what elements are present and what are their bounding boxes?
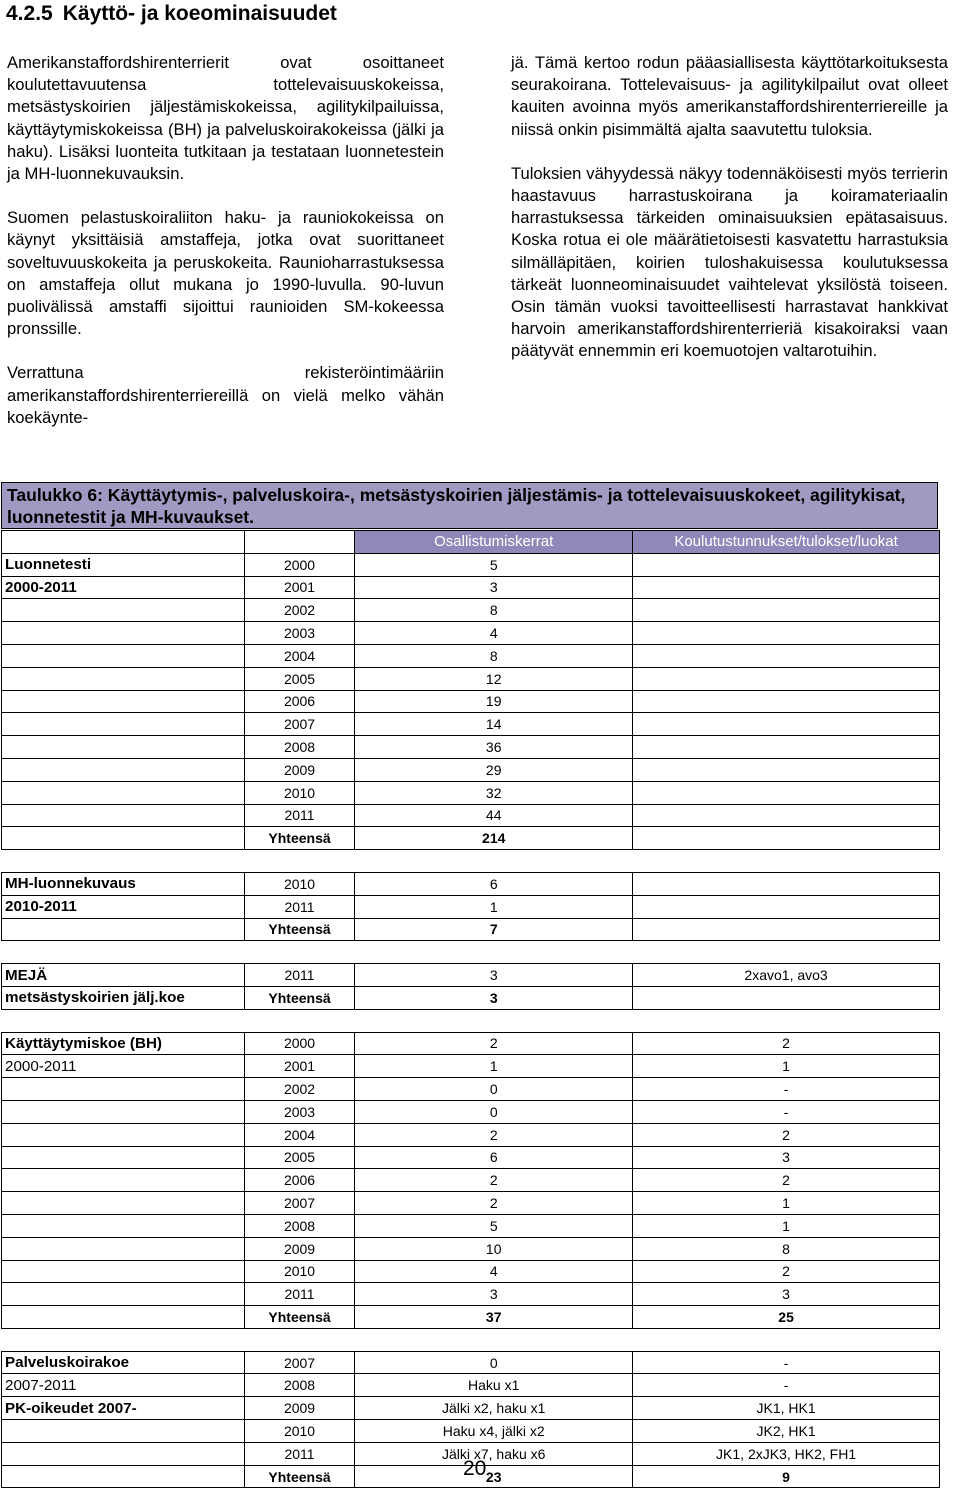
row-results xyxy=(633,872,940,895)
row-results xyxy=(633,941,940,964)
row-results: 2 xyxy=(633,1032,940,1055)
row-label xyxy=(2,713,245,736)
section-number: 4.2.5 xyxy=(6,2,53,25)
row-label: MH-luonnekuvaus xyxy=(2,872,245,895)
row-results xyxy=(633,736,940,759)
row-year: 2001 xyxy=(244,576,355,599)
row-participations: 1 xyxy=(355,895,633,918)
row-year: 2009 xyxy=(244,1237,355,1260)
row-year: 2003 xyxy=(244,622,355,645)
row-label xyxy=(2,1328,245,1351)
row-year: Yhteensä xyxy=(244,827,355,850)
row-label xyxy=(2,1192,245,1215)
row-year: 2007 xyxy=(244,1351,355,1374)
row-label xyxy=(2,1123,245,1146)
table-row xyxy=(2,622,940,645)
row-label xyxy=(2,1420,245,1443)
row-year: 2009 xyxy=(244,1397,355,1420)
row-label xyxy=(2,941,245,964)
row-label xyxy=(2,1078,245,1101)
row-results: JK1, HK1 xyxy=(633,1397,940,1420)
table-row xyxy=(2,1123,940,1146)
table-row xyxy=(2,1055,940,1078)
row-year xyxy=(244,941,355,964)
row-results xyxy=(633,599,940,622)
table-row xyxy=(2,1306,940,1329)
row-results xyxy=(633,918,940,941)
table-row xyxy=(2,827,940,850)
row-label: 2010-2011 xyxy=(2,895,245,918)
row-participations: 214 xyxy=(355,827,633,850)
table-row xyxy=(2,1351,940,1374)
row-results: - xyxy=(633,1351,940,1374)
table-row xyxy=(2,713,940,736)
row-label xyxy=(2,1100,245,1123)
header-participations: Osallistumiskerrat xyxy=(355,531,633,554)
table-row xyxy=(2,1374,940,1397)
header-cell xyxy=(244,531,355,554)
row-year: 2011 xyxy=(244,895,355,918)
row-label xyxy=(2,1237,245,1260)
row-results xyxy=(633,553,940,576)
row-participations: 12 xyxy=(355,667,633,690)
row-year: 2006 xyxy=(244,1169,355,1192)
row-label xyxy=(2,1214,245,1237)
table-row xyxy=(2,690,940,713)
row-results: 3 xyxy=(633,1283,940,1306)
row-results: 1 xyxy=(633,1192,940,1215)
row-year: 2010 xyxy=(244,1420,355,1443)
row-participations: 2 xyxy=(355,1123,633,1146)
table-row xyxy=(2,553,940,576)
row-participations: 37 xyxy=(355,1306,633,1329)
row-year: 2011 xyxy=(244,1283,355,1306)
row-year: Yhteensä xyxy=(244,1465,355,1488)
row-year: 2010 xyxy=(244,872,355,895)
table-row xyxy=(2,1214,940,1237)
paragraph: Tuloksien vähyydessä näkyy todennäköisesti myös terrierin haastavuus harrastuskoirana ja koiramateriaalin harrastuksessa tärkeiden ominaisuuksien epätasaisuus. Koska rotua ei ole määrätietoisesti kasvatettu harrastuksia silmälläpitäen, koirien tuloshakuisessa koulutuksessa tärkeät luonneominaisuudet vaihtelevat yksilöstä toiseen. Osin tämän vuoksi tavoitteellisesti harrastavat hankkivat harvoin amerikanstaffordshirenterrieriä kisakoiraksi vaan päätyvät ennemmin eri koemuotojen valtarotuihin. xyxy=(511,163,948,361)
row-results: 2 xyxy=(633,1260,940,1283)
paragraph: jä. Tämä kertoo rodun pääasiallisesta käyttötarkoituksesta seurakoirana. Tottelevaisuus- ja agilitykilpailut ovat olleet kauiten avoinna myös amerikanstaffordshirenterriereille ja niissä onkin pisimmältä ajalta saavutettu tuloksia. xyxy=(511,53,948,139)
row-participations: 2 xyxy=(355,1169,633,1192)
row-year xyxy=(244,850,355,873)
row-label xyxy=(2,690,245,713)
row-participations: 3 xyxy=(355,1283,633,1306)
row-year: 2000 xyxy=(244,553,355,576)
row-label xyxy=(2,1260,245,1283)
row-participations: 3 xyxy=(355,964,633,987)
row-label: Käyttäytymiskoe (BH) xyxy=(2,1032,245,1055)
row-participations: 4 xyxy=(355,1260,633,1283)
row-year: 2011 xyxy=(244,804,355,827)
results-table xyxy=(1,530,940,1488)
table-row xyxy=(2,895,940,918)
table-row xyxy=(2,804,940,827)
row-label: PK-oikeudet 2007- xyxy=(2,1397,245,1420)
row-label xyxy=(2,1306,245,1329)
row-results xyxy=(633,758,940,781)
row-participations: 2 xyxy=(355,1032,633,1055)
page-number: 20 xyxy=(463,1457,487,1480)
row-label xyxy=(2,804,245,827)
row-results xyxy=(633,1009,940,1032)
row-results: 9 xyxy=(633,1465,940,1488)
table-row xyxy=(2,1146,940,1169)
row-label: Palveluskoirakoe xyxy=(2,1351,245,1374)
row-label xyxy=(2,758,245,781)
row-label xyxy=(2,1009,245,1032)
row-year: 2008 xyxy=(244,1374,355,1397)
row-participations: 10 xyxy=(355,1237,633,1260)
row-results xyxy=(633,827,940,850)
spacer-row xyxy=(2,1328,940,1351)
row-label xyxy=(2,918,245,941)
row-label: 2007-2011 xyxy=(2,1374,245,1397)
spacer-row xyxy=(2,941,940,964)
row-year: 2005 xyxy=(244,667,355,690)
row-results xyxy=(633,644,940,667)
row-participations: 8 xyxy=(355,599,633,622)
row-year: 2004 xyxy=(244,1123,355,1146)
row-participations: 23 xyxy=(355,1465,633,1488)
row-year: 2009 xyxy=(244,758,355,781)
table-caption: Taulukko 6: Käyttäytymis-, palveluskoira-, metsästyskoirien jäljestämis- ja tottelevaisuuskokeet, agilitykisat, luonnetestit ja MH-kuvaukset. xyxy=(1,482,938,529)
row-participations: 44 xyxy=(355,804,633,827)
row-results xyxy=(633,1328,940,1351)
row-participations: Jälki x7, haku x6 xyxy=(355,1442,633,1465)
row-participations: 1 xyxy=(355,1055,633,1078)
row-label: metsästyskoirien jälj.koe xyxy=(2,986,245,1009)
right-column xyxy=(511,52,948,385)
table-row xyxy=(2,599,940,622)
row-results: 2 xyxy=(633,1169,940,1192)
spacer-row xyxy=(2,850,940,873)
row-label: Luonnetesti xyxy=(2,553,245,576)
row-participations: 0 xyxy=(355,1078,633,1101)
row-results xyxy=(633,576,940,599)
row-year: Yhteensä xyxy=(244,986,355,1009)
row-results: 1 xyxy=(633,1214,940,1237)
table-row xyxy=(2,1100,940,1123)
row-year xyxy=(244,1328,355,1351)
row-year: 2000 xyxy=(244,1032,355,1055)
row-label xyxy=(2,1169,245,1192)
table-row xyxy=(2,667,940,690)
row-year: 2001 xyxy=(244,1055,355,1078)
row-label xyxy=(2,1442,245,1465)
row-label xyxy=(2,667,245,690)
section-heading xyxy=(6,2,337,26)
row-participations: Jälki x2, haku x1 xyxy=(355,1397,633,1420)
row-participations: 5 xyxy=(355,1214,633,1237)
table-header-row xyxy=(2,531,940,554)
row-year: 2003 xyxy=(244,1100,355,1123)
row-participations xyxy=(355,850,633,873)
row-label xyxy=(2,781,245,804)
row-participations: 4 xyxy=(355,622,633,645)
table-row xyxy=(2,1169,940,1192)
row-label xyxy=(2,1283,245,1306)
row-label xyxy=(2,622,245,645)
table-row xyxy=(2,918,940,941)
row-label xyxy=(2,827,245,850)
row-results xyxy=(633,713,940,736)
table-row xyxy=(2,781,940,804)
row-year: 2008 xyxy=(244,1214,355,1237)
row-label xyxy=(2,736,245,759)
row-participations: 29 xyxy=(355,758,633,781)
row-results xyxy=(633,690,940,713)
row-label: 2000-2011 xyxy=(2,576,245,599)
row-results xyxy=(633,986,940,1009)
row-results: 1 xyxy=(633,1055,940,1078)
row-results: 25 xyxy=(633,1306,940,1329)
row-label xyxy=(2,1146,245,1169)
row-participations xyxy=(355,941,633,964)
table-row xyxy=(2,576,940,599)
table-row xyxy=(2,1078,940,1101)
row-participations: 2 xyxy=(355,1192,633,1215)
left-column xyxy=(7,52,444,451)
table-row xyxy=(2,1192,940,1215)
table-row xyxy=(2,872,940,895)
paragraph: Suomen pelastuskoiraliiton haku- ja rauniokokeissa on käynyt yksittäisiä amstaffeja, jotka ovat suorittaneet soveltuvuuskokeita ja peruskokeita. Raunioharrastuksessa on amstaffeja ollut mukana jo 1990-luvulla. 90-luvun puolivälissä amstaffi sijoittui raunioiden SM-kokeessa pronssille. xyxy=(7,208,444,339)
row-participations xyxy=(355,1328,633,1351)
row-label xyxy=(2,1465,245,1488)
row-participations: Haku x4, jälki x2 xyxy=(355,1420,633,1443)
row-year: 2010 xyxy=(244,1260,355,1283)
row-year: 2011 xyxy=(244,1442,355,1465)
paragraph: Verrattuna rekisteröintimääriin amerikanstaffordshirenterriereillä on vielä melko vähän koekäynte- xyxy=(7,363,444,427)
row-results xyxy=(633,781,940,804)
table-row xyxy=(2,1237,940,1260)
row-label xyxy=(2,644,245,667)
table-row xyxy=(2,1032,940,1055)
row-participations: 19 xyxy=(355,690,633,713)
row-results: JK2, HK1 xyxy=(633,1420,940,1443)
row-participations: 36 xyxy=(355,736,633,759)
row-year: 2002 xyxy=(244,599,355,622)
table-row xyxy=(2,986,940,1009)
row-year: 2010 xyxy=(244,781,355,804)
row-participations: 7 xyxy=(355,918,633,941)
row-label xyxy=(2,599,245,622)
paragraph: Amerikanstaffordshirenterrierit ovat osoittaneet koulutettavuutensa tottelevaisuuskokeissa, metsästyskoirien jäljestämiskokeissa, agilitykilpailuissa, käyttäytymiskokeissa (BH) ja palveluskoirakokeissa (jälki ja haku). Lisäksi luonteita tutkitaan ja testataan luonnetestein ja MH-luonnekuvauksin. xyxy=(7,53,444,184)
row-results xyxy=(633,850,940,873)
row-year: 2011 xyxy=(244,964,355,987)
table-row xyxy=(2,1420,940,1443)
row-participations xyxy=(355,1009,633,1032)
table-body xyxy=(2,531,940,1488)
row-participations: Haku x1 xyxy=(355,1374,633,1397)
row-participations: 14 xyxy=(355,713,633,736)
row-year: 2006 xyxy=(244,690,355,713)
row-results xyxy=(633,895,940,918)
row-year: Yhteensä xyxy=(244,1306,355,1329)
row-results xyxy=(633,622,940,645)
header-cell xyxy=(2,531,245,554)
row-participations: 8 xyxy=(355,644,633,667)
spacer-row xyxy=(2,1009,940,1032)
row-results: JK1, 2xJK3, HK2, FH1 xyxy=(633,1442,940,1465)
row-year: Yhteensä xyxy=(244,918,355,941)
row-results: - xyxy=(633,1374,940,1397)
row-results: - xyxy=(633,1078,940,1101)
row-participations: 0 xyxy=(355,1100,633,1123)
row-year: 2002 xyxy=(244,1078,355,1101)
table-row xyxy=(2,736,940,759)
row-results: 8 xyxy=(633,1237,940,1260)
row-year: 2008 xyxy=(244,736,355,759)
table-row xyxy=(2,1260,940,1283)
row-year: 2004 xyxy=(244,644,355,667)
row-results xyxy=(633,667,940,690)
row-label: 2000-2011 xyxy=(2,1055,245,1078)
row-year: 2007 xyxy=(244,1192,355,1215)
row-label: MEJÄ xyxy=(2,964,245,987)
table-row xyxy=(2,644,940,667)
row-participations: 0 xyxy=(355,1351,633,1374)
section-title: Käyttö- ja koeominaisuudet xyxy=(62,2,337,25)
row-participations: 6 xyxy=(355,872,633,895)
table-row xyxy=(2,758,940,781)
row-participations: 3 xyxy=(355,576,633,599)
row-year: 2007 xyxy=(244,713,355,736)
row-results: 2xavo1, avo3 xyxy=(633,964,940,987)
row-participations: 6 xyxy=(355,1146,633,1169)
table-row xyxy=(2,964,940,987)
row-year xyxy=(244,1009,355,1032)
row-results: 2 xyxy=(633,1123,940,1146)
table-row xyxy=(2,1397,940,1420)
table-row xyxy=(2,1283,940,1306)
row-results xyxy=(633,804,940,827)
row-results: - xyxy=(633,1100,940,1123)
row-results: 3 xyxy=(633,1146,940,1169)
row-label xyxy=(2,850,245,873)
row-year: 2005 xyxy=(244,1146,355,1169)
row-participations: 3 xyxy=(355,986,633,1009)
header-results: Koulutustunnukset/tulokset/luokat xyxy=(633,531,940,554)
row-participations: 5 xyxy=(355,553,633,576)
row-participations: 32 xyxy=(355,781,633,804)
